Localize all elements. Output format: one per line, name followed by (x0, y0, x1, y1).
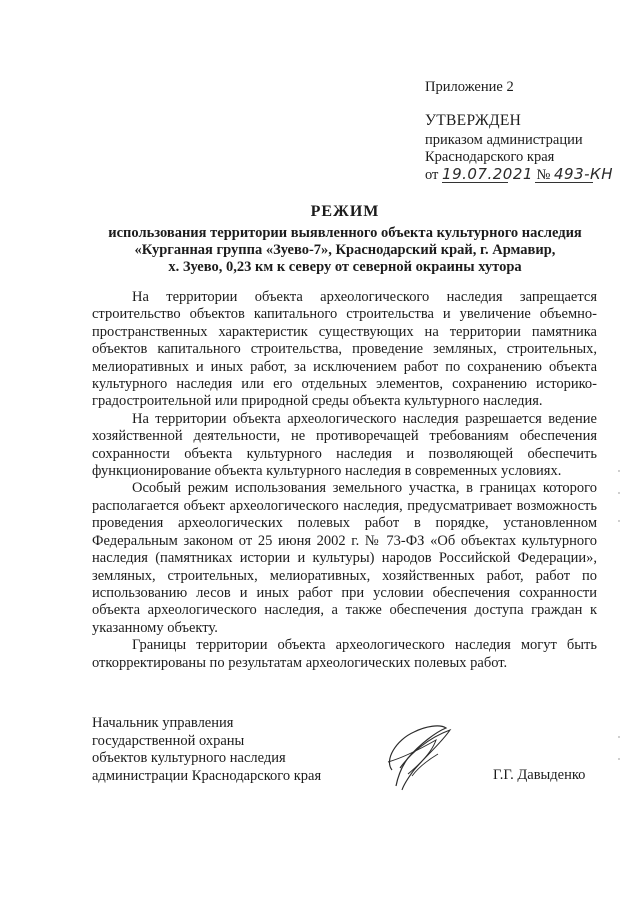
title-line-3: х. Зуево, 0,23 км к северу от северной окраины хутора (168, 259, 522, 275)
signatory-name: Г.Г. Давыденко (493, 767, 586, 783)
order-line-2: Краснодарского края (425, 149, 555, 165)
appendix-label: Приложение 2 (425, 79, 514, 95)
position-line: Начальник управления (92, 715, 234, 731)
position-line: администрации Краснодарского края (92, 767, 322, 784)
paragraph: Особый режим использования земельного участка, в границах которого располагается объект археологического наследия, предусматривает возможность проведения археологических полевых работ в порядке, установленном Федеральным законом от 25 июня 2002 г. № 73-ФЗ «Об объектах культурного наследия (памятниках истории и культуры) народов Российской Федерации», земляных, строительных, мелиоративных, хозяйственных работ, работ по использованию лесов и иных работ при условии обеспечения сохранности объекта археологического наследия, а также обеспечения доступа граждан к указанному объекту. (92, 480, 597, 636)
title-line-1: использования территории выявленного объекта культурного наследия (108, 225, 582, 241)
approved-label: УТВЕРЖДЕН (425, 112, 522, 129)
scan-artifact (618, 492, 620, 494)
title-line-2: «Курганная группа «Зуево-7», Краснодарский край, г. Армавир, (134, 242, 556, 258)
document-heading: РЕЖИМ (310, 203, 380, 220)
handwritten-date: 19.07.2021 (442, 165, 533, 183)
document-body (92, 289, 597, 672)
position-line: объектов культурного наследия (92, 750, 286, 766)
number-underline (535, 182, 593, 183)
paragraph: На территории объекта археологического наследия разрешается ведение хозяйственной деятельности, не противоречащей требованиям обеспечения сохранности объекта культурного наследия и позволяющей обеспечить функционирование объекта культурного наследия в современных условиях. (92, 410, 597, 480)
paragraph: Границы территории объекта археологического наследия могут быть откорректированы по результатам археологических полевых работ. (92, 637, 597, 671)
order-line-1: приказом администрации (425, 132, 583, 148)
scan-artifact (618, 470, 620, 472)
handwritten-signature (362, 718, 462, 793)
position-line: государственной охраны (92, 732, 245, 749)
date-prefix: от (425, 167, 439, 183)
signatory-position (92, 715, 321, 785)
number-prefix: № (536, 167, 551, 183)
handwritten-number: 493-КН (554, 165, 613, 183)
paragraph: На территории объекта археологического наследия запрещается строительство объектов капитального строительства и увеличение объемно-пространственных характеристик существующих на территории памятника объектов капитального строительства, проведение земляных, строительных, мелиоративных и иных работ, за исключением работ по сохранению объекта культурного наследия или его отдельных элементов, сохранению историко-градостроительной или природной среды объекта культурного наследия. (92, 289, 597, 410)
scan-artifact (618, 520, 620, 522)
scan-artifact (618, 758, 620, 760)
date-underline (442, 182, 508, 183)
scan-artifact (618, 736, 620, 738)
